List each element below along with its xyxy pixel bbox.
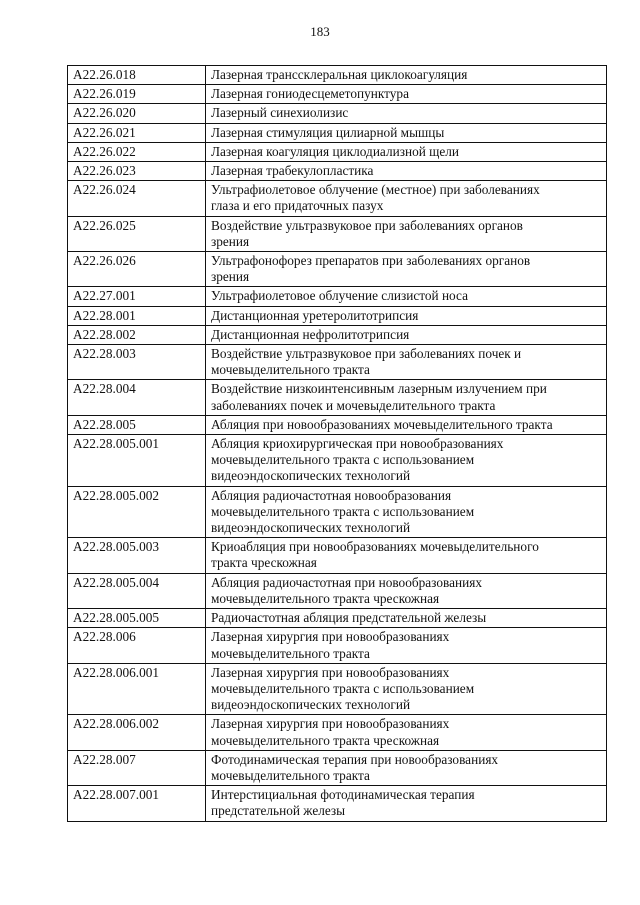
table-row: [68, 345, 607, 380]
service-name: Дистанционная уретеролитотрипсия: [206, 306, 607, 325]
service-code: A22.28.001: [68, 306, 206, 325]
table-row: [68, 181, 607, 216]
service-code: A22.26.022: [68, 142, 206, 161]
service-code: A22.28.007.001: [68, 786, 206, 821]
service-name: Интерстициальная фотодинамическая терапия предстательной железы: [206, 786, 607, 821]
table-row: [68, 85, 607, 104]
service-name: Фотодинамическая терапия при новообразованиях мочевыделительного тракта: [206, 750, 607, 785]
service-name: Криоабляция при новообразованиях мочевыделительного тракта чрескожная: [206, 538, 607, 573]
table-row: [68, 538, 607, 573]
table-row: [68, 306, 607, 325]
table-row: [68, 750, 607, 785]
service-code: A22.28.003: [68, 345, 206, 380]
service-code: A22.28.006: [68, 628, 206, 663]
table-row: [68, 325, 607, 344]
service-name: Дистанционная нефролитотрипсия: [206, 325, 607, 344]
service-code: A22.26.025: [68, 216, 206, 251]
service-name: Абляция криохирургическая при новообразованиях мочевыделительного тракта с использованием видеоэндоскопических технологий: [206, 435, 607, 487]
service-code: A22.26.026: [68, 252, 206, 287]
service-code: A22.28.002: [68, 325, 206, 344]
service-name: Лазерная трабекулопластика: [206, 162, 607, 181]
table-row: [68, 435, 607, 487]
service-name: Лазерная хирургия при новообразованиях мочевыделительного тракта чрескожная: [206, 715, 607, 750]
service-name: Лазерная коагуляция циклодиализной щели: [206, 142, 607, 161]
services-table: [67, 65, 607, 822]
table-row: [68, 415, 607, 434]
table-row: [68, 66, 607, 85]
table-row: [68, 142, 607, 161]
service-code: A22.26.021: [68, 123, 206, 142]
table-row: [68, 252, 607, 287]
service-code: A22.28.005.002: [68, 486, 206, 538]
service-name: Лазерная транссклеральная циклокоагуляция: [206, 66, 607, 85]
service-code: A22.26.020: [68, 104, 206, 123]
table-row: [68, 715, 607, 750]
service-code: A22.28.005: [68, 415, 206, 434]
service-name: Лазерный синехиолизис: [206, 104, 607, 123]
service-code: A22.27.001: [68, 287, 206, 306]
table-row: [68, 609, 607, 628]
service-code: A22.28.005.003: [68, 538, 206, 573]
service-name: Воздействие низкоинтенсивным лазерным излучением при заболеваниях почек и мочевыделительного тракта: [206, 380, 607, 415]
service-name: Ультрафиолетовое облучение (местное) при заболеваниях глаза и его придаточных пазух: [206, 181, 607, 216]
table-row: [68, 486, 607, 538]
service-code: A22.28.005.001: [68, 435, 206, 487]
service-code: A22.26.024: [68, 181, 206, 216]
table-row: [68, 162, 607, 181]
service-name: Радиочастотная абляция предстательной железы: [206, 609, 607, 628]
service-name: Воздействие ультразвуковое при заболеваниях почек и мочевыделительного тракта: [206, 345, 607, 380]
service-name: Абляция радиочастотная новообразования мочевыделительного тракта с использованием видеоэндоскопических технологий: [206, 486, 607, 538]
table-row: [68, 663, 607, 715]
service-name: Лазерная стимуляция цилиарной мышцы: [206, 123, 607, 142]
service-name: Ультрафонофорез препаратов при заболеваниях органов зрения: [206, 252, 607, 287]
service-code: A22.26.019: [68, 85, 206, 104]
table-row: [68, 123, 607, 142]
service-name: Ультрафиолетовое облучение слизистой носа: [206, 287, 607, 306]
service-code: A22.28.004: [68, 380, 206, 415]
table-row: [68, 786, 607, 821]
table-row: [68, 287, 607, 306]
service-name: Абляция радиочастотная при новообразованиях мочевыделительного тракта чрескожная: [206, 573, 607, 608]
page-number: 183: [310, 24, 330, 39]
service-code: A22.28.006.001: [68, 663, 206, 715]
service-name: Лазерная хирургия при новообразованиях мочевыделительного тракта: [206, 628, 607, 663]
service-code: A22.28.005.005: [68, 609, 206, 628]
service-code: A22.28.007: [68, 750, 206, 785]
service-code: A22.28.005.004: [68, 573, 206, 608]
service-code: A22.26.023: [68, 162, 206, 181]
table-row: [68, 628, 607, 663]
service-name: Абляция при новообразованиях мочевыделительного тракта: [206, 415, 607, 434]
table-row: [68, 216, 607, 251]
service-code: A22.26.018: [68, 66, 206, 85]
table-row: [68, 380, 607, 415]
table-row: [68, 573, 607, 608]
service-code: A22.28.006.002: [68, 715, 206, 750]
services-table-body: [68, 66, 607, 822]
service-name: Воздействие ультразвуковое при заболеваниях органов зрения: [206, 216, 607, 251]
service-name: Лазерная хирургия при новообразованиях мочевыделительного тракта с использованием видеоэндоскопических технологий: [206, 663, 607, 715]
table-row: [68, 104, 607, 123]
service-name: Лазерная гониодесцеметопунктура: [206, 85, 607, 104]
